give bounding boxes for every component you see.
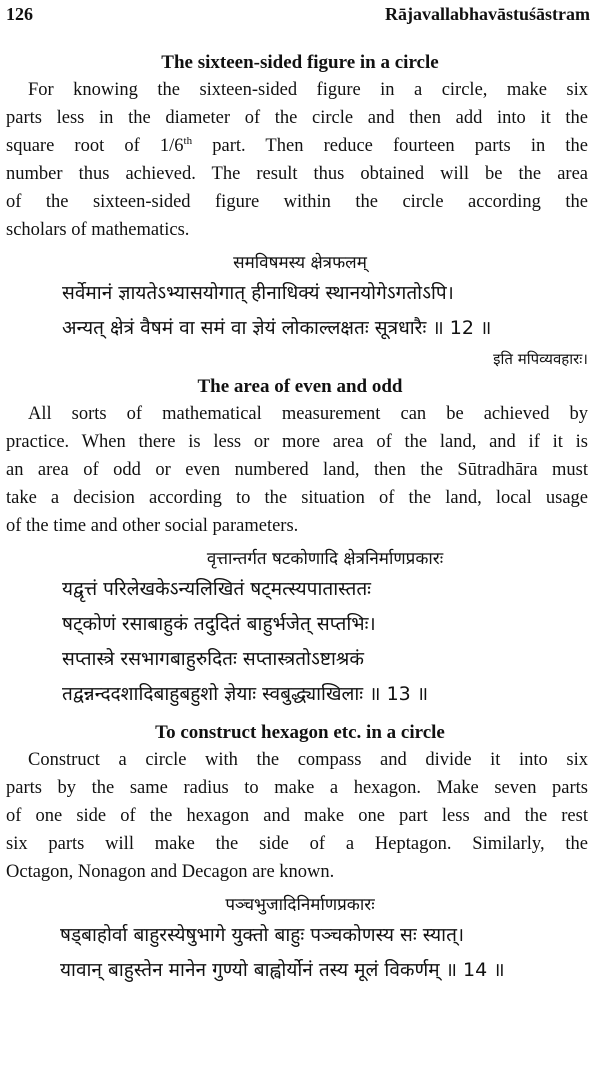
paragraph-line: scholars of mathematics.: [6, 220, 190, 240]
paragraph: [6, 76, 588, 244]
paragraph-line: of the time and other social parameters.: [6, 516, 299, 536]
verse-line: यावान् बाहुस्तेन मानेन गुण्यो बाह्वोर्योनं तस्य मूलं विकर्णम् ॥ 14 ॥: [60, 959, 505, 981]
paragraph-line: Construct a circle with the compass and divide it into six: [28, 750, 588, 770]
paragraph: [6, 746, 588, 886]
verse-line: तद्वन्नन्ददशादिबाहुबहुशो ज्ञेयाः स्वबुद्ध्याखिलाः ॥ 13 ॥: [62, 683, 429, 705]
verse-line: सप्तास्त्रे रसभागबाहुरुदितः सप्तास्त्रतोऽष्टाश्रकं: [62, 648, 364, 670]
paragraph-line: For knowing the sixteen-sided figure in a circle, make six: [28, 80, 588, 100]
paragraph-line: an area of odd or even numbered land, then the Sūtradhāra must: [6, 460, 588, 480]
verse-line: सर्वेमानं ज्ञायतेऽभ्यासयोगात् हीनाधिक्यं स्थानयोगेऽगतोऽपि।: [62, 282, 454, 304]
paragraph-line: square root of 1/6th part. Then reduce fourteen parts in the: [6, 134, 588, 156]
section-heading: The sixteen-sided figure in a circle: [161, 52, 439, 73]
paragraph-line: parts by the same radius to make a hexagon. Make seven parts: [6, 778, 588, 798]
verse-line: षड्बाहोर्वा बाहुरस्येषुभागे युक्तो बाहुः पञ्चकोणस्य सः स्यात्।: [60, 924, 465, 946]
verse-line: षट्कोणं रसाबाहुकं तदुदितं बाहुर्भजेत् सप्तभिः।: [62, 613, 376, 635]
sanskrit-heading: पञ्चभुजादिनिर्माणप्रकारः: [225, 895, 375, 915]
paragraph-line: practice. When there is less or more area of the land, and if it is: [6, 432, 588, 452]
colophon: इति मपिव्यवहारः।: [493, 350, 588, 368]
paragraph-line: of the sixteen-sided figure within the circle according the: [6, 192, 588, 212]
sanskrit-heading: समविषमस्य क्षेत्रफलम्: [233, 253, 367, 273]
paragraph-line: take a decision according to the situation of the land, local usage: [6, 488, 588, 508]
section-heading: To construct hexagon etc. in a circle: [155, 722, 445, 743]
running-header: [6, 2, 590, 28]
paragraph-line: Octagon, Nonagon and Decagon are known.: [6, 862, 335, 882]
paragraph-line: number thus achieved. The result thus obtained will be the area: [6, 164, 588, 184]
paragraph-line: All sorts of mathematical measurement can be achieved by: [28, 404, 588, 424]
page-number: 126: [6, 4, 33, 24]
verse-line: अन्यत् क्षेत्रं वैषमं वा समं वा ज्ञेयं लोकाल्लक्षतः सूत्रधारैः ॥ 12 ॥: [62, 317, 492, 339]
paragraph-line: of one side of the hexagon and make one part less and the rest: [6, 806, 588, 826]
sanskrit-heading: वृत्तान्तर्गत षटकोणादि क्षेत्रनिर्माणप्रकारः: [206, 549, 444, 569]
section-heading: The area of even and odd: [197, 376, 403, 397]
book-title: Rājavallabhavāstuśāstram: [384, 4, 590, 24]
paragraph-line: parts less in the diameter of the circle and then add into it the: [6, 108, 588, 128]
verse-line: यद्वृत्तं परिलेखकेऽन्यलिखितं षट्मत्स्यपातास्ततः: [62, 578, 372, 600]
paragraph-line: six parts will make the side of a Heptagon. Similarly, the: [6, 834, 588, 854]
paragraph: [6, 400, 588, 540]
